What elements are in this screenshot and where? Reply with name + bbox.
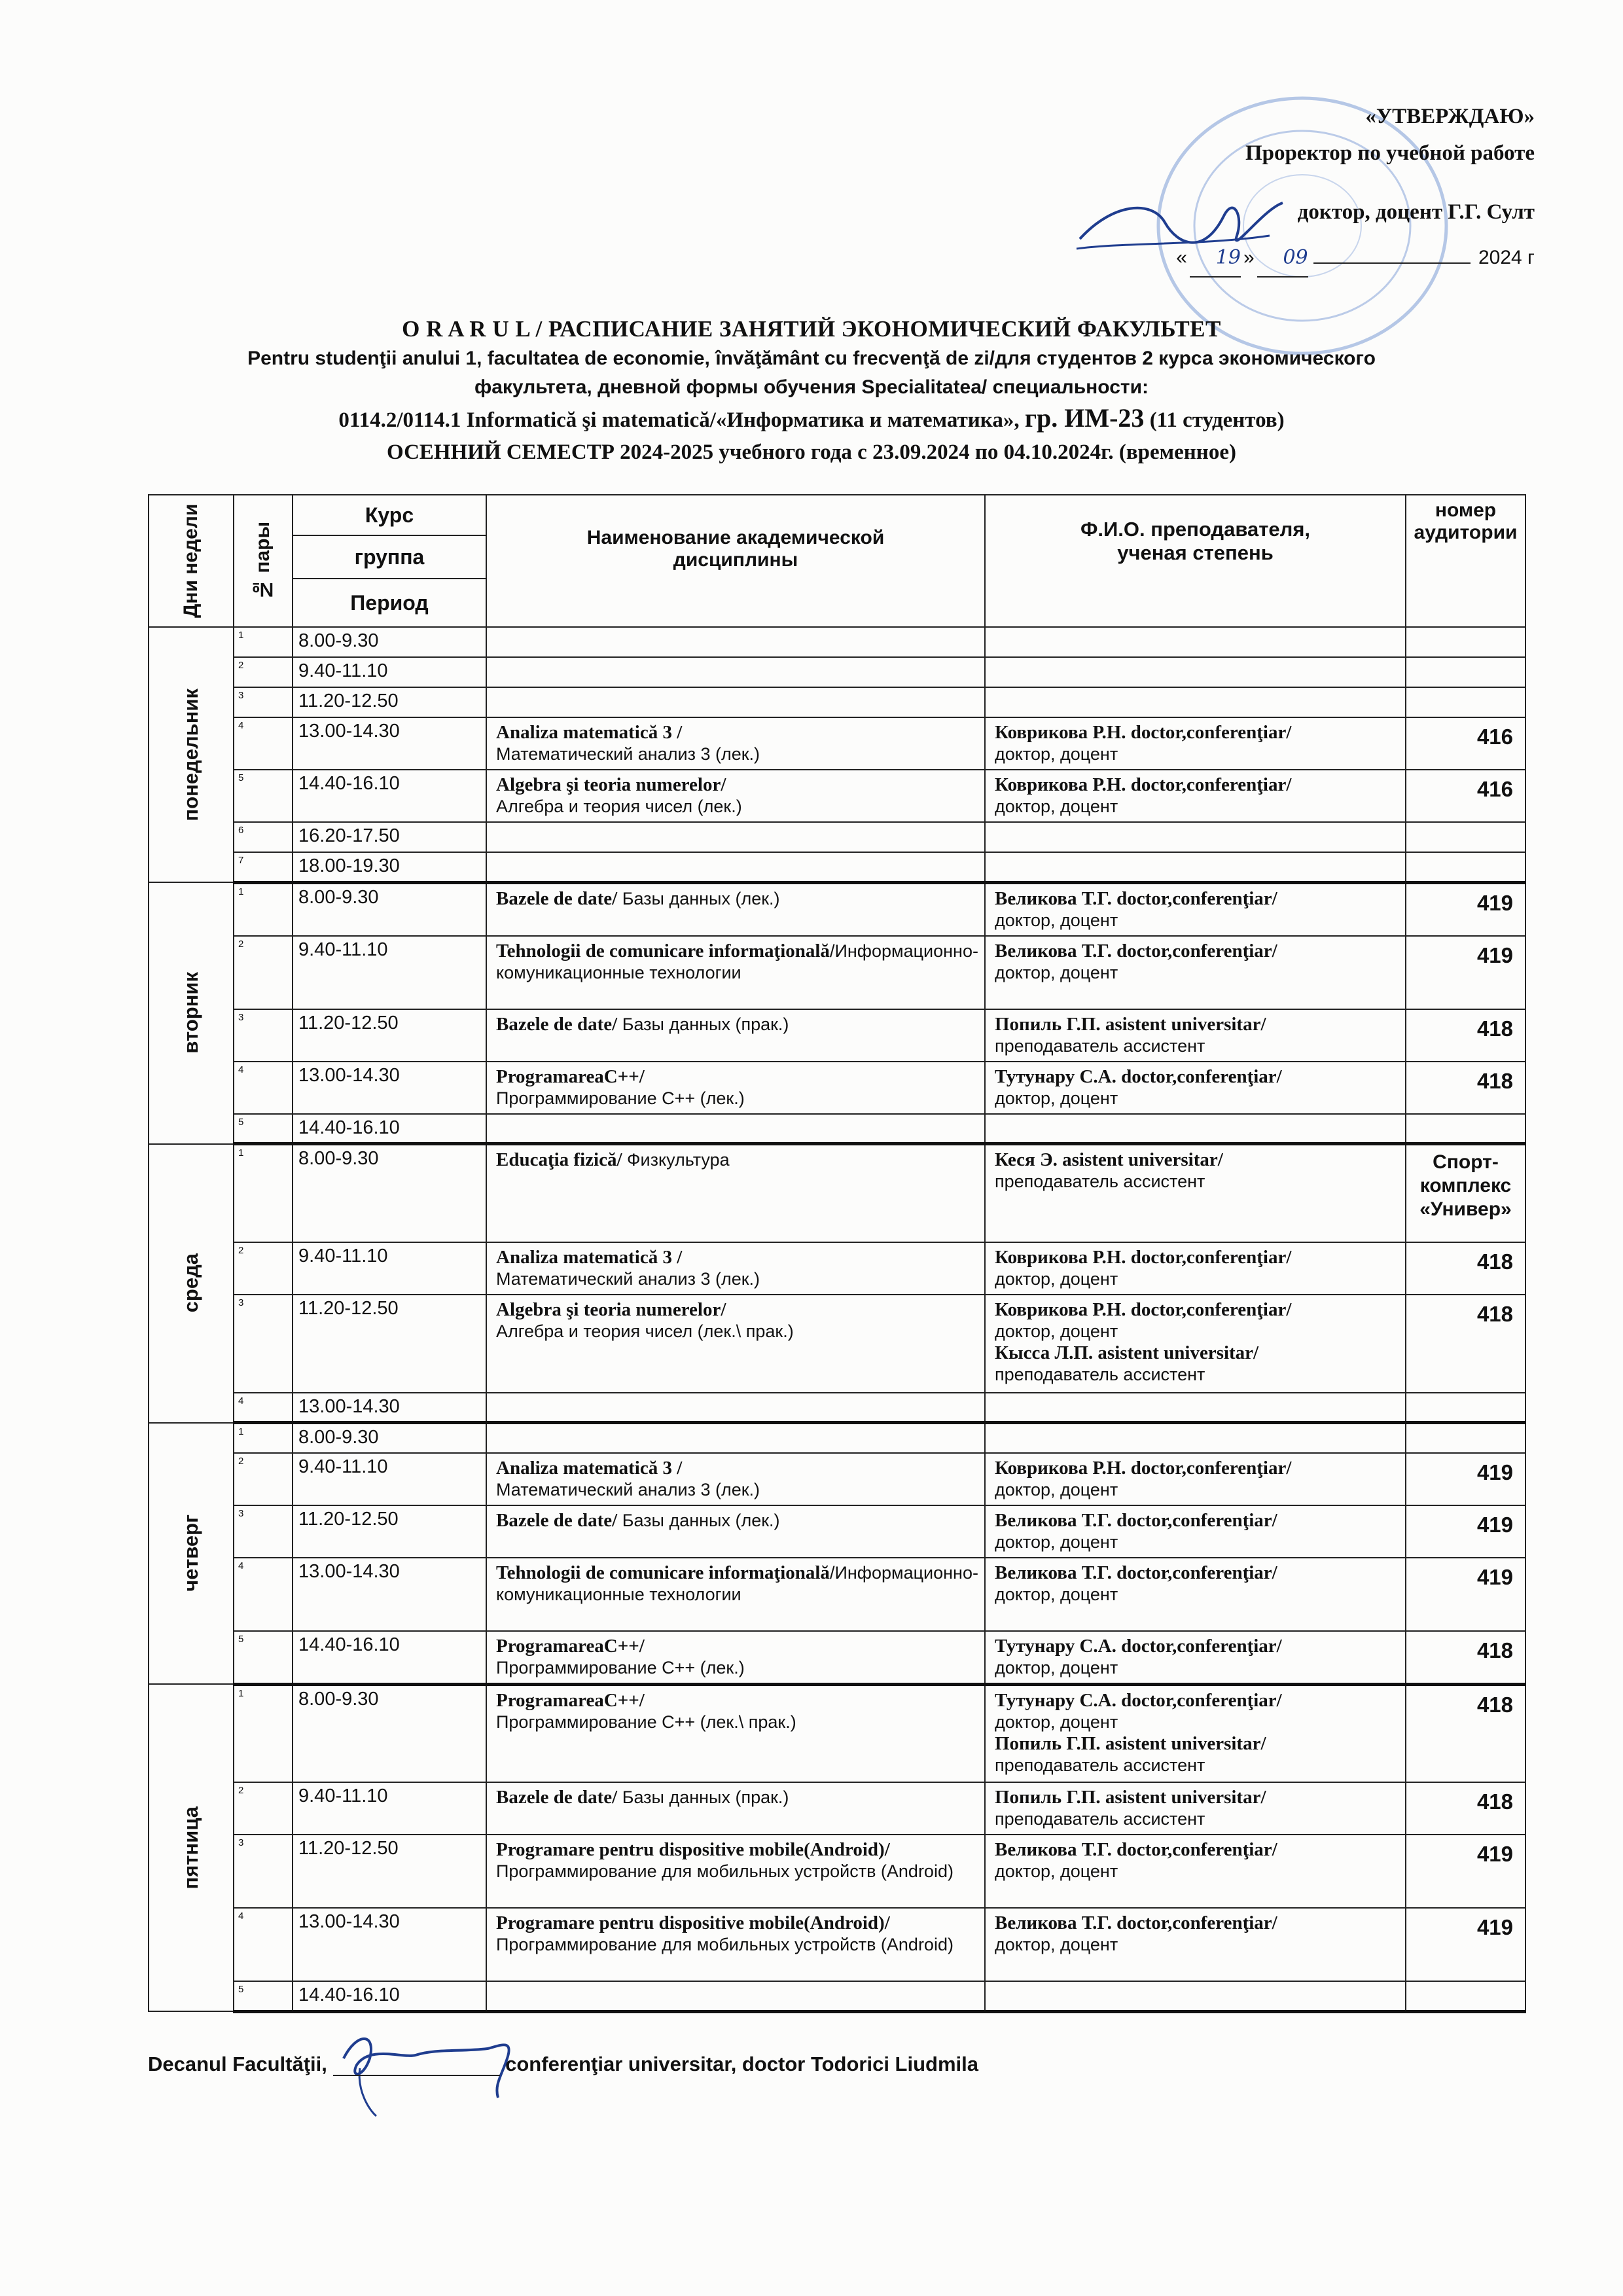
pair-time: 8.00-9.30: [293, 1684, 486, 1782]
subject-cell: [486, 882, 985, 936]
subject-ru: Программирование C++ (лек.): [496, 1088, 745, 1108]
pair-time: 14.40-16.10: [293, 1631, 486, 1685]
room-number: [1406, 822, 1525, 852]
table-row: [149, 1062, 1525, 1114]
subject-ru: Алгебра и теория чисел (лек.): [496, 797, 742, 816]
date-close-quote: »: [1243, 247, 1255, 268]
teacher-name: Кысса Л.П. asistent universitar/: [995, 1342, 1259, 1363]
pair-time: 8.00-9.30: [293, 627, 486, 657]
header-pair-number: № пары: [234, 495, 293, 627]
teacher-cell: [985, 770, 1406, 822]
teacher-degree: доктор, доцент: [995, 1088, 1118, 1108]
teacher-cell: [985, 627, 1406, 657]
table-row: [149, 1908, 1525, 1981]
teacher-degree: доктор, доцент: [995, 1532, 1118, 1552]
room-number: [1406, 852, 1525, 882]
subject-ro: Educaţia fizică/: [496, 1149, 622, 1170]
group-code: гр. ИМ-23: [1024, 403, 1145, 433]
room-number: 419: [1406, 1558, 1525, 1631]
pair-number: 7: [234, 852, 293, 882]
teacher-name: Великова Т.Г. doctor,conferenţiar/: [995, 1509, 1277, 1531]
teacher-name: Кеся Э. asistent universitar/: [995, 1149, 1223, 1170]
table-row: [149, 1835, 1525, 1908]
room-number: 416: [1406, 770, 1525, 822]
table-row: [149, 1144, 1525, 1242]
pair-number: 5: [234, 1631, 293, 1685]
room-number: 416: [1406, 717, 1525, 770]
room-number: 419: [1406, 936, 1525, 1009]
subject-cell: [486, 1009, 985, 1062]
pair-number: 4: [234, 1558, 293, 1631]
teacher-cell: [985, 1114, 1406, 1144]
subject-ro: Tehnologii de comunicare informaţională: [496, 940, 830, 961]
room-number: 418: [1406, 1295, 1525, 1393]
pair-number: 6: [234, 822, 293, 852]
timetable-body: [149, 627, 1525, 2011]
subject-ro: ProgramareaC++/: [496, 1635, 645, 1657]
pair-number: 4: [234, 717, 293, 770]
pair-number: 5: [234, 1981, 293, 2011]
room-number: 418: [1406, 1062, 1525, 1114]
subject-ru: Программирование для мобильных устройств (Android): [496, 1935, 954, 1954]
dean-title: conferenţiar universitar, doctor Todorici Liudmila: [499, 2053, 979, 2075]
pair-time: 13.00-14.30: [293, 717, 486, 770]
day-name: вторник: [179, 972, 202, 1054]
subject-ru: Алгебра и теория чисел (лек.\ прак.): [496, 1321, 794, 1341]
teacher-name: Тутунару С.А. doctor,conferenţiar/: [995, 1066, 1282, 1087]
teacher-degree: преподаватель ассистент: [995, 1035, 1205, 1056]
room-number: [1406, 1393, 1525, 1423]
date-underline: [1313, 262, 1471, 264]
teacher-name: Великова Т.Г. doctor,conferenţiar/: [995, 888, 1277, 909]
day-name-cell: [149, 627, 234, 882]
footer: [148, 2049, 1522, 2076]
teacher-cell: [985, 1144, 1406, 1242]
pair-time: 14.40-16.10: [293, 1981, 486, 2011]
header-teacher: Ф.И.О. преподавателя, ученая степень: [985, 495, 1406, 627]
header-period: Период: [293, 579, 486, 627]
pair-time: 9.40-11.10: [293, 1782, 486, 1835]
day-name-cell: [149, 1144, 234, 1423]
pair-number: 3: [234, 1009, 293, 1062]
pair-number: 4: [234, 1908, 293, 1981]
teacher-degree: доктор, доцент: [995, 1712, 1118, 1732]
subject-ru: /Информационно-комуникационные технологии: [496, 1562, 978, 1604]
subject-ru: Математический анализ 3 (лек.): [496, 1268, 760, 1289]
subject-cell: [486, 1631, 985, 1685]
teacher-name: Коврикова Р.Н. doctor,conferenţiar/: [995, 1246, 1292, 1268]
subject-cell: [486, 852, 985, 882]
day-name: среда: [179, 1253, 202, 1313]
teacher-name: Тутунару С.А. doctor,conferenţiar/: [995, 1689, 1282, 1711]
date-open-quote: «: [1176, 247, 1187, 268]
teacher-name: Коврикова Р.Н. doctor,conferenţiar/: [995, 1457, 1292, 1479]
subject-ru: Базы данных (лек.): [617, 888, 780, 908]
pair-time: 13.00-14.30: [293, 1908, 486, 1981]
pair-number: 1: [234, 1684, 293, 1782]
pair-time: 9.40-11.10: [293, 1453, 486, 1505]
teacher-name: Тутунару С.А. doctor,conferenţiar/: [995, 1635, 1282, 1657]
table-row: [149, 687, 1525, 717]
pair-time: 11.20-12.50: [293, 1009, 486, 1062]
subject-ro: Programare pentru dispositive mobile(Android)/: [496, 1839, 890, 1860]
approval-date: [1047, 240, 1535, 278]
table-row: [149, 936, 1525, 1009]
title-line-4: [131, 402, 1492, 437]
subject-ru: Программирование для мобильных устройств (Android): [496, 1861, 954, 1881]
semester-line: ОСЕННИЙ СЕМЕСТР 2024-2025 учебного года с 23.09.2024 по 04.10.2024г. (временное): [387, 440, 1236, 464]
teacher-cell: [985, 1505, 1406, 1558]
pair-number: 3: [234, 687, 293, 717]
pair-number: 2: [234, 1782, 293, 1835]
room-number: 418: [1406, 1242, 1525, 1295]
teacher-degree: преподаватель ассистент: [995, 1172, 1205, 1191]
day-name: пятница: [179, 1806, 202, 1890]
date-day: 19: [1190, 240, 1241, 278]
table-row: [149, 1393, 1525, 1423]
pair-time: 11.20-12.50: [293, 1295, 486, 1393]
pair-number: 5: [234, 1114, 293, 1144]
teacher-cell: [985, 1295, 1406, 1393]
teacher-name: Коврикова Р.Н. doctor,conferenţiar/: [995, 1299, 1292, 1320]
teacher-degree: доктор, доцент: [995, 1584, 1118, 1604]
subject-cell: [486, 1908, 985, 1981]
title-line-2: Pentru studenţii anului 1, facultatea de economie, învăţământ cu frecvenţă de zi/для студентов 2 курса экономического: [247, 348, 1376, 369]
subject-ro: Programare pentru dispositive mobile(Android)/: [496, 1912, 890, 1933]
table-row: [149, 1295, 1525, 1393]
table-row: [149, 1684, 1525, 1782]
pair-time: 14.40-16.10: [293, 770, 486, 822]
dean-signature-line: [333, 2049, 500, 2076]
table-row: [149, 1423, 1525, 1453]
subject-ru: /Информационно-комуникационные технологии: [496, 941, 978, 982]
pair-time: 9.40-11.10: [293, 657, 486, 687]
pair-number: 1: [234, 1144, 293, 1242]
pair-time: 11.20-12.50: [293, 687, 486, 717]
day-name-cell: [149, 1423, 234, 1685]
teacher-cell: [985, 1062, 1406, 1114]
pair-number: 2: [234, 1453, 293, 1505]
room-number: 419: [1406, 1453, 1525, 1505]
pair-time: 9.40-11.10: [293, 1242, 486, 1295]
pair-number: 1: [234, 1423, 293, 1453]
subject-ro: Bazele de date/: [496, 1509, 618, 1531]
pair-number: 3: [234, 1295, 293, 1393]
room-number: [1406, 1423, 1525, 1453]
subject-cell: [486, 1423, 985, 1453]
room-number: 418: [1406, 1684, 1525, 1782]
teacher-degree: преподаватель ассистент: [995, 1364, 1205, 1384]
pair-time: 18.00-19.30: [293, 852, 486, 882]
room-number: 419: [1406, 1908, 1525, 1981]
room-number: [1406, 1114, 1525, 1144]
teacher-cell: [985, 1423, 1406, 1453]
subject-cell: [486, 1505, 985, 1558]
pair-time: 8.00-9.30: [293, 1144, 486, 1242]
teacher-name: Великова Т.Г. doctor,conferenţiar/: [995, 940, 1277, 961]
day-name-cell: [149, 882, 234, 1144]
teacher-name: Попиль Г.П. asistent universitar/: [995, 1732, 1266, 1754]
subject-ro: Bazele de date/: [496, 1013, 618, 1035]
approval-block: [1047, 98, 1535, 278]
teacher-degree: преподаватель ассистент: [995, 1755, 1205, 1775]
teacher-degree: преподаватель ассистент: [995, 1809, 1205, 1829]
pair-number: 4: [234, 1393, 293, 1423]
subject-cell: [486, 657, 985, 687]
table-row: [149, 1782, 1525, 1835]
date-month: 09: [1257, 240, 1308, 278]
teacher-cell: [985, 657, 1406, 687]
room-number: [1406, 687, 1525, 717]
table-row: [149, 657, 1525, 687]
room-number: Спорт-комплекс «Универ»: [1406, 1144, 1525, 1242]
subject-ro: Tehnologii de comunicare informaţională: [496, 1562, 830, 1583]
table-row: [149, 822, 1525, 852]
room-number: 418: [1406, 1782, 1525, 1835]
subject-cell: [486, 1242, 985, 1295]
teacher-name: Попиль Г.П. asistent universitar/: [995, 1787, 1266, 1808]
subject-cell: [486, 1062, 985, 1114]
teacher-degree: доктор, доцент: [995, 1657, 1118, 1677]
header-group: группа: [293, 535, 486, 579]
header-room: номер аудитории: [1406, 495, 1525, 627]
teacher-cell: [985, 1242, 1406, 1295]
teacher-cell: [985, 1835, 1406, 1908]
timetable: [148, 494, 1526, 2013]
dean-label: Decanul Facultăţii,: [148, 2053, 333, 2075]
room-number: [1406, 1981, 1525, 2011]
pair-time: 11.20-12.50: [293, 1505, 486, 1558]
pair-number: 2: [234, 936, 293, 1009]
teacher-degree: доктор, доцент: [995, 1935, 1118, 1954]
table-row: [149, 1505, 1525, 1558]
room-number: [1406, 657, 1525, 687]
pair-number: 1: [234, 627, 293, 657]
teacher-cell: [985, 936, 1406, 1009]
teacher-cell: [985, 852, 1406, 882]
room-number: 419: [1406, 1835, 1525, 1908]
subject-cell: [486, 627, 985, 657]
teacher-name: Великова Т.Г. doctor,conferenţiar/: [995, 1912, 1277, 1933]
subject-ro: Algebra şi teoria numerelor/: [496, 774, 726, 795]
subject-cell: [486, 717, 985, 770]
table-row: [149, 770, 1525, 822]
specialty: 0114.2/0114.1 Informatică şi matematică/«Информатика и математика»,: [338, 408, 1025, 432]
day-name: понедельник: [179, 688, 202, 821]
teacher-degree: доктор, доцент: [995, 1861, 1118, 1881]
subject-cell: [486, 1558, 985, 1631]
subject-ro: Analiza matematică 3 /: [496, 1246, 683, 1268]
teacher-cell: [985, 882, 1406, 936]
table-row: [149, 627, 1525, 657]
subject-ru: Математический анализ 3 (лек.): [496, 744, 760, 764]
day-name: четверг: [179, 1515, 202, 1592]
table-row: [149, 1981, 1525, 2011]
subject-ro: Algebra şi teoria numerelor/: [496, 1299, 726, 1320]
date-year: 2024 г: [1478, 247, 1535, 268]
teacher-cell: [985, 1908, 1406, 1981]
subject-ru: Математический анализ 3 (лек.): [496, 1479, 760, 1499]
teacher-degree: доктор, доцент: [995, 1479, 1118, 1499]
subject-ro: ProgramareaC++/: [496, 1066, 645, 1087]
document-title: O R A R U L / РАСПИСАНИЕ ЗАНЯТИЙ ЭКОНОМИЧЕСКИЙ ФАКУЛЬТЕТ: [402, 316, 1221, 342]
approval-position: Проректор по учебной работе: [1245, 141, 1535, 165]
document-title-block: [131, 314, 1492, 468]
title-line-3: факультета, дневной формы обучения Specialitatea/ специальности:: [474, 376, 1149, 398]
teacher-name: Великова Т.Г. doctor,conferenţiar/: [995, 1839, 1277, 1860]
pair-number: 3: [234, 1505, 293, 1558]
pair-time: 14.40-16.10: [293, 1114, 486, 1144]
table-row: [149, 1631, 1525, 1685]
teacher-name: Великова Т.Г. doctor,conferenţiar/: [995, 1562, 1277, 1583]
pair-number: 4: [234, 1062, 293, 1114]
subject-cell: [486, 1144, 985, 1242]
table-row: [149, 1009, 1525, 1062]
room-number: 419: [1406, 1505, 1525, 1558]
pair-time: 8.00-9.30: [293, 1423, 486, 1453]
room-number: [1406, 627, 1525, 657]
subject-ro: Analiza matematică 3 /: [496, 722, 683, 743]
teacher-name: Коврикова Р.Н. doctor,conferenţiar/: [995, 774, 1292, 795]
table-row: [149, 717, 1525, 770]
teacher-degree: доктор, доцент: [995, 910, 1118, 930]
approval-name: доктор, доцент Г.Г. Султ: [1297, 200, 1535, 224]
pair-number: 1: [234, 882, 293, 936]
subject-ru: Физкультура: [622, 1150, 730, 1170]
subject-ru: Программирование C++ (лек.): [496, 1657, 745, 1677]
teacher-cell: [985, 1009, 1406, 1062]
teacher-cell: [985, 1393, 1406, 1423]
subject-ru: Базы данных (лек.): [617, 1510, 780, 1530]
teacher-degree: доктор, доцент: [995, 797, 1118, 816]
teacher-degree: доктор, доцент: [995, 962, 1118, 982]
subject-cell: [486, 1114, 985, 1144]
pair-number: 2: [234, 1242, 293, 1295]
subject-ro: Bazele de date/: [496, 1787, 618, 1808]
approval-heading: «УТВЕРЖДАЮ»: [1365, 105, 1535, 128]
subject-cell: [486, 1453, 985, 1505]
table-row: [149, 1114, 1525, 1144]
table-row: [149, 882, 1525, 936]
room-number: 419: [1406, 882, 1525, 936]
teacher-cell: [985, 1453, 1406, 1505]
teacher-cell: [985, 717, 1406, 770]
day-name-cell: [149, 1684, 234, 2011]
teacher-degree: доктор, доцент: [995, 744, 1118, 764]
pair-time: 9.40-11.10: [293, 936, 486, 1009]
subject-cell: [486, 822, 985, 852]
table-row: [149, 852, 1525, 882]
teacher-degree: доктор, доцент: [995, 1321, 1118, 1341]
teacher-cell: [985, 1631, 1406, 1685]
pair-time: 13.00-14.30: [293, 1558, 486, 1631]
subject-ro: Analiza matematică 3 /: [496, 1457, 683, 1479]
header-subject: Наименование академической дисциплины: [486, 495, 985, 627]
subject-cell: [486, 1393, 985, 1423]
table-row: [149, 1242, 1525, 1295]
teacher-name: Коврикова Р.Н. doctor,conferenţiar/: [995, 722, 1292, 743]
pair-time: 11.20-12.50: [293, 1835, 486, 1908]
subject-cell: [486, 1295, 985, 1393]
pair-time: 16.20-17.50: [293, 822, 486, 852]
teacher-cell: [985, 1684, 1406, 1782]
pair-time: 13.00-14.30: [293, 1062, 486, 1114]
subject-ru: Базы данных (прак.): [617, 1787, 789, 1807]
pair-number: 3: [234, 1835, 293, 1908]
subject-cell: [486, 1684, 985, 1782]
room-number: 418: [1406, 1009, 1525, 1062]
table-row: [149, 1453, 1525, 1505]
subject-cell: [486, 770, 985, 822]
student-count: (11 студентов): [1144, 408, 1285, 432]
teacher-cell: [985, 1558, 1406, 1631]
teacher-degree: доктор, доцент: [995, 1268, 1118, 1289]
subject-ro: ProgramareaC++/: [496, 1689, 645, 1711]
subject-cell: [486, 936, 985, 1009]
teacher-cell: [985, 822, 1406, 852]
pair-number: 2: [234, 657, 293, 687]
header-days: Дни недели: [149, 495, 234, 627]
subject-cell: [486, 687, 985, 717]
pair-time: 13.00-14.30: [293, 1393, 486, 1423]
teacher-name: Попиль Г.П. asistent universitar/: [995, 1013, 1266, 1035]
teacher-cell: [985, 1782, 1406, 1835]
pair-time: 8.00-9.30: [293, 882, 486, 936]
subject-cell: [486, 1835, 985, 1908]
pair-number: 5: [234, 770, 293, 822]
teacher-cell: [985, 1981, 1406, 2011]
subject-ro: Bazele de date/: [496, 888, 618, 909]
subject-cell: [486, 1981, 985, 2011]
subject-ru: Программирование C++ (лек.\ прак.): [496, 1712, 796, 1732]
room-number: 418: [1406, 1631, 1525, 1685]
subject-ru: Базы данных (прак.): [617, 1014, 789, 1034]
table-row: [149, 1558, 1525, 1631]
header-course: Курс: [293, 495, 486, 535]
teacher-cell: [985, 687, 1406, 717]
subject-cell: [486, 1782, 985, 1835]
